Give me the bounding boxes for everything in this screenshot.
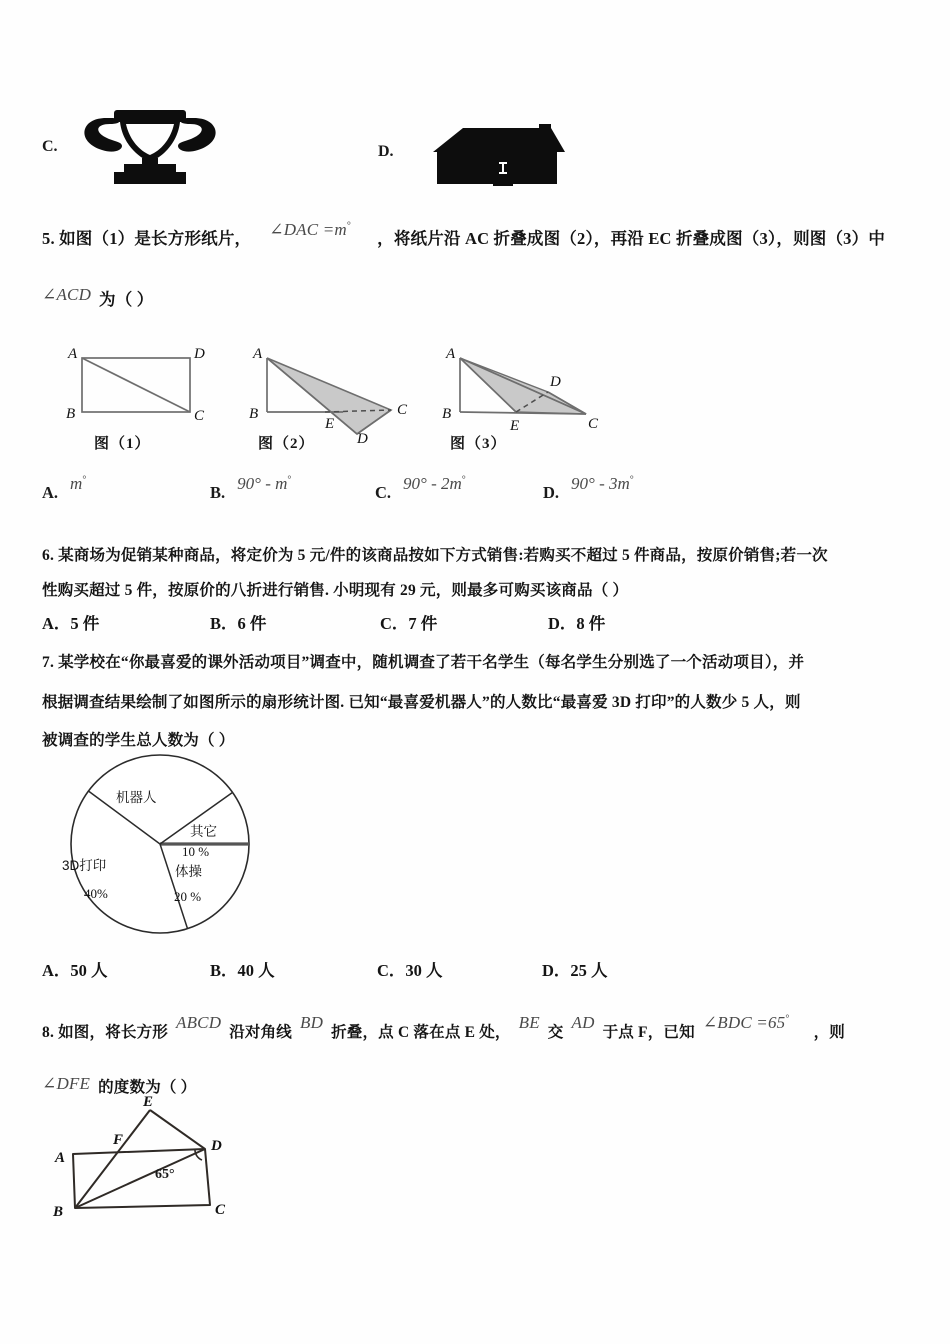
q5-option-c-value: 90° - 2m <box>403 474 462 493</box>
q6-option-b[interactable]: B．6 件 <box>210 614 267 633</box>
q5-fig2-label-b: B <box>249 406 259 422</box>
q5-option-c[interactable]: C. 90° - 2m° <box>375 474 466 502</box>
q5-option-d-key: D. <box>543 483 560 502</box>
q8-text-f: ，则 <box>813 1024 845 1041</box>
q8-math-be: BE <box>518 1013 540 1032</box>
q5-option-b[interactable]: B. 90° - m° <box>210 474 292 502</box>
q8-math-bd: BD <box>300 1013 324 1032</box>
q5-fig3-label-e: E <box>510 418 520 434</box>
pie-label-other: 其它 <box>190 824 217 839</box>
q7-line2 <box>42 690 801 712</box>
q5-line2-text: 为（ ） <box>99 290 154 309</box>
q5-fig3-label-d: D <box>550 374 561 390</box>
q5-option-d-value: 90° - 3m <box>571 474 630 493</box>
q8-math-abcd: ABCD <box>176 1013 222 1032</box>
q6-text-line1: 某商场为促销某种商品，将定价为 5 元/件的该商品按如下方式销售:若购买不超过 5 件商品，按原价销售;若一次 <box>58 547 828 564</box>
q7-option-d[interactable]: D．25 人 <box>542 961 608 980</box>
q8-math-angle-sup: ° <box>785 1013 790 1025</box>
q7-line1 <box>42 650 804 672</box>
q5-figure-2-caption: 图（2） <box>258 436 315 452</box>
pie-chart <box>48 752 278 937</box>
q4-option-c-key: C. <box>42 138 58 155</box>
pie-value-other: 10 % <box>182 844 210 859</box>
q8-line1 <box>42 1013 845 1042</box>
q8-line2-text: 的度数为（ ） <box>98 1079 197 1096</box>
q7-line3 <box>42 728 234 750</box>
q5-line1 <box>42 220 886 249</box>
q5-fig2-label-c: C <box>397 402 408 418</box>
q5-text-part2: ，将纸片沿 AC 折叠成图（2），再沿 EC 折叠成图（3），则图（3）中 <box>377 229 886 248</box>
q5-option-d[interactable]: D. 90° - 3m° <box>543 474 634 502</box>
q8-text-a: 如图，将长方形 <box>58 1024 169 1041</box>
q5-option-b-key: B. <box>210 483 226 502</box>
q5-fig2-label-a: A <box>253 346 263 362</box>
q8-figure <box>45 1092 260 1220</box>
q6-option-d[interactable]: D．8 件 <box>548 614 606 633</box>
q5-figure-3 <box>438 348 613 443</box>
q7-option-c[interactable]: C．30 人 <box>377 961 443 980</box>
q5-inline-math: ∠DAC =m <box>269 220 347 239</box>
q8-math-ad: AD <box>571 1013 595 1032</box>
q5-fig3-label-b: B <box>442 406 452 422</box>
pie-value-gym: 20 % <box>174 889 202 904</box>
q7-text-line3: 被调查的学生总人数为（ ） <box>42 732 235 749</box>
q6-line1 <box>42 543 828 565</box>
q5-fig1-label-d: D <box>194 346 205 362</box>
q5-fig2-label-e: E <box>325 416 335 432</box>
q5-fig1-label-a: A <box>68 346 78 362</box>
q8-label-c: C <box>215 1202 226 1218</box>
q8-math-angle: ∠BDC =65 <box>702 1013 786 1032</box>
q8-label-b: B <box>53 1204 64 1220</box>
q7-text-line1: 某学校在“你最喜爱的课外活动项目”调查中，随机调查了若干名学生（每名学生分别选了一个活动项目），并 <box>58 654 805 671</box>
q5-number: 5. <box>42 229 55 248</box>
pie-label-robot: 机器人 <box>116 790 157 805</box>
q6-options <box>42 610 605 634</box>
q5-fig3-label-a: A <box>446 346 456 362</box>
q8-number: 8. <box>42 1024 55 1041</box>
q5-figure-3-caption: 图（3） <box>450 436 507 452</box>
q6-option-c[interactable]: C．7 件 <box>380 614 438 633</box>
q5-text-part1: 如图（1）是长方形纸片， <box>59 229 252 248</box>
q8-text-d: 交 <box>547 1024 564 1041</box>
q6-number: 6. <box>42 547 55 564</box>
house-pictogram-icon <box>415 110 575 190</box>
q5-figure-1-caption: 图（1） <box>94 436 151 452</box>
q5-fig1-label-c: C <box>194 408 205 424</box>
q5-fig2-label-d: D <box>357 431 368 447</box>
q5-fig1-label-b: B <box>66 406 76 422</box>
q5-option-a-key: A. <box>42 483 59 502</box>
pie-value-3dprint: 40% <box>84 886 108 901</box>
q4-option-d-key: D. <box>378 143 394 160</box>
q8-text-b: 沿对角线 <box>229 1024 293 1041</box>
q6-option-a[interactable]: A．5 件 <box>42 614 100 633</box>
q5-figure-1 <box>60 348 230 426</box>
q5-fig3-label-c: C <box>588 416 599 432</box>
q5-option-a[interactable]: A. m° <box>42 474 87 502</box>
q5-inline-math-sup: ° <box>346 220 352 232</box>
q8-line2-math: ∠DFE <box>42 1074 91 1093</box>
q5-line2-math: ∠ACD <box>42 285 92 304</box>
q7-option-b[interactable]: B．40 人 <box>210 961 275 980</box>
q8-text-e: 于点 F，已知 <box>602 1024 695 1041</box>
q5-line2 <box>42 286 153 310</box>
q7-text-line2: 根据调查结果绘制了如图所示的扇形统计图. 已知“最喜爱机器人”的人数比“最喜爱 3D 打印”的人数少 5 人，则 <box>42 694 801 711</box>
q5-option-a-value: m <box>70 474 83 493</box>
trophy-pictogram-icon <box>70 98 230 186</box>
q8-label-e: E <box>143 1094 154 1110</box>
q7-number: 7. <box>42 654 55 671</box>
q7-option-a[interactable]: A．50 人 <box>42 961 108 980</box>
q6-line2 <box>42 578 628 600</box>
q8-label-f: F <box>113 1132 124 1148</box>
q8-label-a: A <box>55 1150 66 1166</box>
q5-option-b-value: 90° - m <box>237 474 288 493</box>
q5-option-c-key: C. <box>375 483 392 502</box>
q8-label-d: D <box>211 1138 222 1154</box>
q8-text-c: 折叠，点 C 落在点 E 处， <box>331 1024 511 1041</box>
q8-angle-label: 65° <box>155 1167 175 1182</box>
pie-label-3dprint: 3D打印 <box>62 858 107 873</box>
q6-text-line2: 性购买超过 5 件，按原价的八折进行销售. 小明现有 29 元，则最多可购买该商品（ ） <box>42 582 629 599</box>
pie-label-gym: 体操 <box>175 864 202 879</box>
q7-options <box>42 957 608 981</box>
